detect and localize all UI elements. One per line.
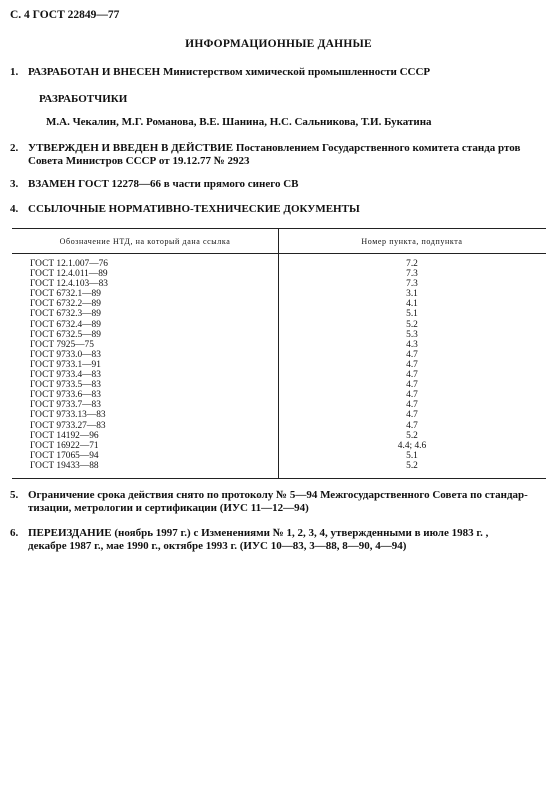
table-cell-document: ГОСТ 17065—94 xyxy=(30,450,99,461)
developers-heading: РАЗРАБОТЧИКИ xyxy=(39,93,128,105)
developers-list: М.А. Чекалин, М.Г. Романова, В.Е. Шанина, Н.С. Сальникова, Т.И. Букатина xyxy=(46,116,432,128)
table-cell-document: ГОСТ 6732.1—89 xyxy=(30,289,101,300)
table-cell-document: ГОСТ 7925—75 xyxy=(30,339,94,350)
table-top-rule xyxy=(12,228,546,229)
table-cell-clause: 4.7 xyxy=(406,420,418,431)
table-cell-clause: 5.3 xyxy=(406,329,418,340)
section-1-text: РАЗРАБОТАН И ВНЕСЕН Министерством химической промышленности СССР xyxy=(28,66,431,78)
table-header-clause: Номер пункта, подпункта xyxy=(361,237,463,246)
table-row xyxy=(12,309,546,319)
table-cell-clause: 4.7 xyxy=(406,390,418,401)
section-6-number: 6. xyxy=(10,527,19,539)
table-row xyxy=(12,390,546,400)
table-cell-document: ГОСТ 16922—71 xyxy=(30,440,99,451)
section-2-text: Постановлением Государственного комитета станда ртов xyxy=(233,142,521,154)
section-1-number: 1. xyxy=(10,66,19,78)
table-body xyxy=(12,259,546,471)
table-cell-clause: 4.7 xyxy=(406,349,418,360)
table-cell-document: ГОСТ 14192—96 xyxy=(30,430,99,441)
table-row xyxy=(12,299,546,309)
section-2 xyxy=(10,142,520,154)
table-cell-clause: 7.3 xyxy=(406,269,418,280)
table-cell-clause: 4.7 xyxy=(406,359,418,370)
section-1 xyxy=(10,66,430,78)
table-header-document: Обозначение НТД, на который дана ссылка xyxy=(59,237,231,246)
table-cell-document: ГОСТ 9733.7—83 xyxy=(30,400,101,411)
section-5 xyxy=(10,489,528,501)
table-row xyxy=(12,441,546,451)
table-cell-clause: 3.1 xyxy=(406,289,418,300)
table-cell-document: ГОСТ 6732.4—89 xyxy=(30,319,101,330)
table-cell-clause: 7.2 xyxy=(406,259,418,269)
table-row xyxy=(12,279,546,289)
table-row xyxy=(12,451,546,461)
table-cell-document: ГОСТ 9733.1—91 xyxy=(30,359,101,370)
table-row xyxy=(12,370,546,380)
section-3 xyxy=(10,178,299,190)
table-row xyxy=(12,330,546,340)
table-row xyxy=(12,269,546,279)
table-cell-clause: 7.3 xyxy=(406,279,418,290)
table-cell-document: ГОСТ 9733.4—83 xyxy=(30,370,101,381)
section-2-number: 2. xyxy=(10,142,19,154)
table-cell-document: ГОСТ 6732.2—89 xyxy=(30,299,101,310)
table-row xyxy=(12,340,546,350)
section-4 xyxy=(10,203,360,215)
table-cell-document: ГОСТ 6732.3—89 xyxy=(30,309,101,320)
table-cell-document: ГОСТ 9733.0—83 xyxy=(30,349,101,360)
section-6-continuation: декабре 1987 г., мае 1990 г., октябре 1993 г. (ИУС 10—83, 3—88, 8—90, 4—94) xyxy=(28,540,407,552)
section-6 xyxy=(10,527,488,539)
table-row xyxy=(12,320,546,330)
table-row xyxy=(12,421,546,431)
table-cell-clause: 4.7 xyxy=(406,400,418,411)
table-row xyxy=(12,400,546,410)
table-cell-document: ГОСТ 6732.5—89 xyxy=(30,329,101,340)
table-cell-clause: 5.2 xyxy=(406,319,418,330)
table-cell-clause: 5.1 xyxy=(406,309,418,320)
section-2-lead: УТВЕРЖДЕН И ВВЕДЕН В ДЕЙСТВИЕ xyxy=(28,142,234,154)
table-cell-document: ГОСТ 12.4.103—83 xyxy=(30,279,108,290)
section-5-continuation: тизации, метрологии и сертификации (ИУС 11—12—94) xyxy=(28,502,309,514)
section-5-text: Ограничение срока действия снято по протоколу № 5—94 Межгосударственного Совета по стандар- xyxy=(28,489,528,501)
table-cell-clause: 4.4; 4.6 xyxy=(397,440,427,451)
table-cell-clause: 4.3 xyxy=(406,339,418,350)
table-row xyxy=(12,410,546,420)
table-cell-document: ГОСТ 9733.5—83 xyxy=(30,380,101,391)
reference-table xyxy=(12,228,546,479)
table-cell-document: ГОСТ 19433—88 xyxy=(30,460,99,471)
table-cell-clause: 4.7 xyxy=(406,380,418,391)
table-bottom-rule xyxy=(12,478,546,479)
table-row xyxy=(12,259,546,269)
section-3-number: 3. xyxy=(10,178,19,190)
table-cell-clause: 4.7 xyxy=(406,370,418,381)
table-row xyxy=(12,461,546,471)
table-row xyxy=(12,350,546,360)
table-cell-clause: 5.2 xyxy=(406,460,418,471)
table-cell-document: ГОСТ 12.1.007—76 xyxy=(30,259,108,269)
table-cell-clause: 4.7 xyxy=(406,410,418,421)
table-cell-clause: 4.1 xyxy=(406,299,418,310)
table-cell-document: ГОСТ 9733.13—83 xyxy=(30,410,106,421)
table-row xyxy=(12,289,546,299)
table-row xyxy=(12,380,546,390)
document-title: ИНФОРМАЦИОННЫЕ ДАННЫЕ xyxy=(185,38,372,50)
table-row xyxy=(12,431,546,441)
table-cell-document: ГОСТ 9733.27—83 xyxy=(30,420,106,431)
table-row xyxy=(12,360,546,370)
table-cell-clause: 5.2 xyxy=(406,430,418,441)
section-4-number: 4. xyxy=(10,203,19,215)
section-5-number: 5. xyxy=(10,489,19,501)
table-cell-document: ГОСТ 9733.6—83 xyxy=(30,390,101,401)
table-cell-clause: 5.1 xyxy=(406,450,418,461)
table-cell-document: ГОСТ 12.4.011—89 xyxy=(30,269,108,280)
section-4-text: ССЫЛОЧНЫЕ НОРМАТИВНО-ТЕХНИЧЕСКИЕ ДОКУМЕНТЫ xyxy=(28,203,360,215)
table-header-rule xyxy=(12,253,546,254)
section-2-continuation: Совета Министров СССР от 19.12.77 № 2923 xyxy=(28,155,250,167)
page-header: С. 4 ГОСТ 22849—77 xyxy=(10,9,120,21)
section-3-text: ВЗАМЕН ГОСТ 12278—66 в части прямого синего СВ xyxy=(28,178,299,190)
section-6-text: ПЕРЕИЗДАНИЕ (ноябрь 1997 г.) с Изменениями № 1, 2, 3, 4, утвержденными в июле 1983 г. , xyxy=(28,527,489,539)
